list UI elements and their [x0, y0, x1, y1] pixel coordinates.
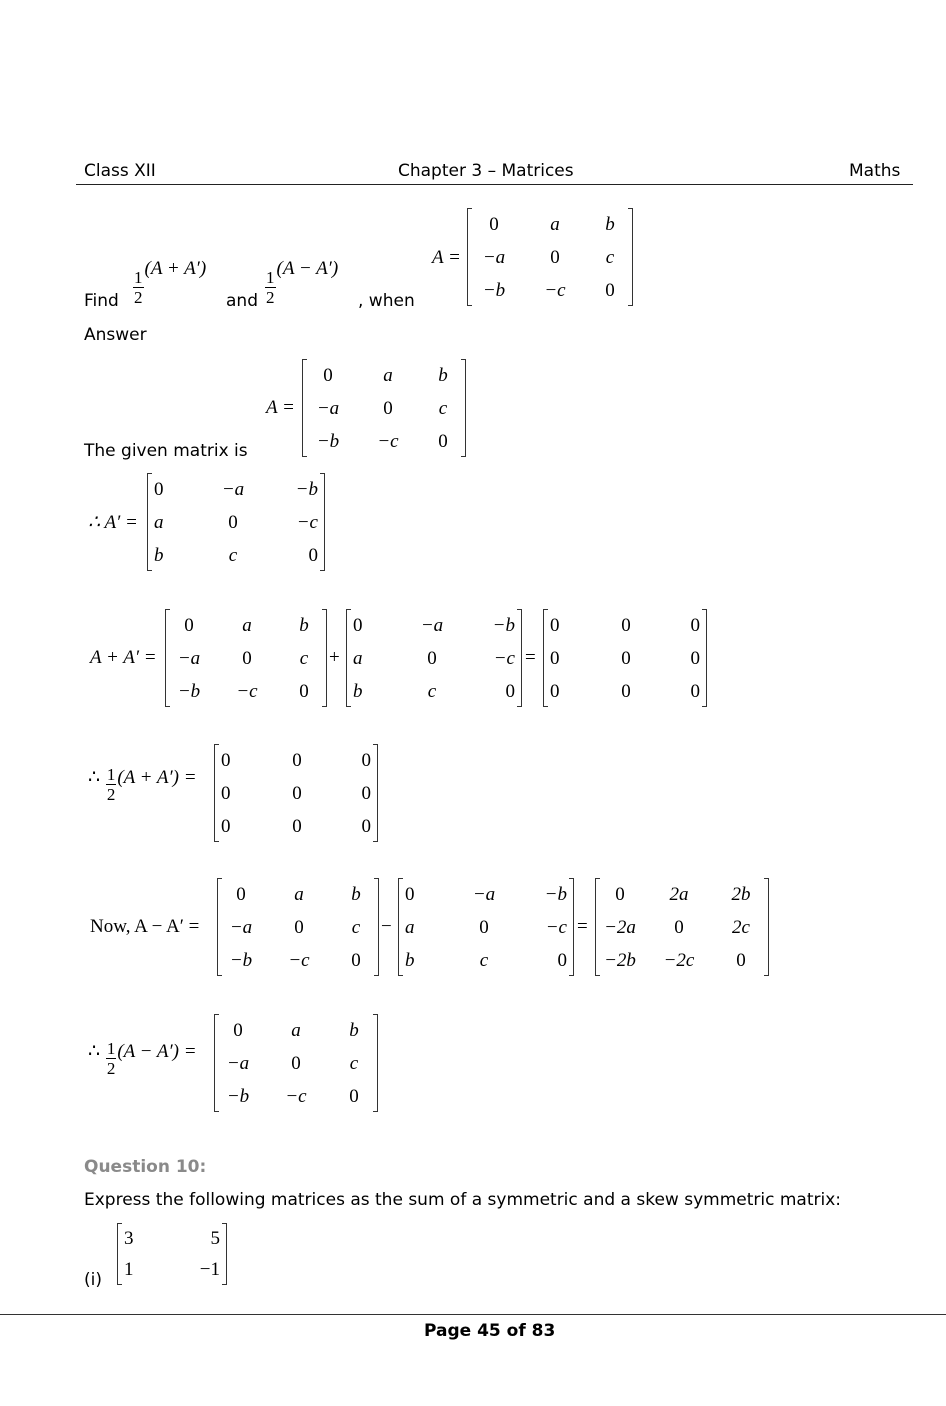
matrix-a — [467, 208, 633, 306]
expr-half-diff: $\frac{1}{2}$ (A − A′) — [266, 258, 339, 308]
matrix-cell: 0 — [228, 511, 238, 533]
sum-matrix-a — [165, 609, 327, 707]
matrix-cell: c — [299, 647, 309, 669]
matrix-cell: b — [351, 883, 361, 905]
matrix-row — [544, 642, 706, 675]
matrix-cell: a — [294, 883, 304, 905]
matrix-cell: −a — [177, 647, 201, 669]
matrix-row — [303, 392, 465, 425]
matrix-row — [215, 744, 377, 777]
matrix-row — [596, 878, 768, 911]
matrix-cell: −b — [295, 478, 318, 500]
sum-label: A + A′ = — [90, 647, 157, 668]
matrix-row — [215, 1047, 377, 1080]
matrix-cell: 0 — [621, 647, 631, 669]
matrix-row — [347, 642, 521, 675]
matrix-cell: 2b — [731, 883, 751, 905]
matrix-row — [468, 241, 632, 274]
matrix-cell: −a — [221, 478, 245, 500]
matrix-cell: −b — [229, 949, 253, 971]
fraction-half: $\frac{1}{2}$ — [266, 268, 275, 308]
matrix-row — [166, 642, 326, 675]
matrix-row — [468, 208, 632, 241]
matrix-cell: −2a — [604, 916, 636, 938]
diff-matrix-a — [217, 878, 379, 976]
matrix-cell: 0 — [383, 397, 393, 419]
matrix-cell: −a — [229, 916, 253, 938]
half-diff-expr: ∴ $\frac{1}{2}$ (A − A′) = — [88, 1039, 197, 1079]
fraction-half: $\frac{1}{2}$ — [106, 765, 116, 805]
transpose-label: ∴ A′ = — [88, 512, 138, 533]
matrix-row — [166, 609, 326, 642]
matrix-cell: −b — [316, 430, 340, 452]
matrix-cell: 0 — [292, 749, 302, 771]
matrix-cell: −2c — [663, 949, 695, 971]
matrix-cell: a — [242, 614, 252, 636]
matrix-row — [218, 911, 378, 944]
footer-rule — [0, 1314, 946, 1315]
matrix-cell: 0 — [489, 213, 499, 235]
matrix-cell: −c — [545, 916, 567, 938]
matrix-cell: c — [479, 949, 489, 971]
matrix-cell: −b — [482, 279, 506, 301]
answer-heading: Answer — [84, 325, 147, 345]
matrix-cell: −c — [377, 430, 399, 452]
matrix-row — [468, 274, 632, 307]
matrix-cell: 0 — [294, 916, 304, 938]
part-i-label: (i) — [84, 1270, 102, 1290]
matrix-row — [399, 911, 573, 944]
matrix-cell: 0 — [184, 614, 194, 636]
matrix-row — [303, 359, 465, 392]
matrix-cell: 0 — [674, 916, 684, 938]
matrix-cell: b — [438, 364, 448, 386]
matrix-cell: 0 — [427, 647, 437, 669]
matrix-cell: b — [353, 680, 363, 702]
matrix-row — [148, 473, 324, 506]
matrix-cell: 0 — [292, 815, 302, 837]
matrix-cell: −c — [288, 949, 310, 971]
header-class: Class XII — [84, 161, 156, 181]
and-label: and — [226, 291, 258, 311]
matrix-cell: 3 — [124, 1227, 134, 1249]
matrix-cell: 5 — [210, 1227, 220, 1249]
matrix-a-label: A = — [432, 247, 461, 268]
matrix-cell: 0 — [690, 647, 700, 669]
matrix-cell: −b — [226, 1085, 250, 1107]
minus-operator: − — [381, 916, 392, 937]
header-chapter: Chapter 3 – Matrices — [398, 161, 574, 181]
fraction-half: $\frac{1}{2}$ — [106, 1039, 116, 1079]
matrix-row — [347, 675, 521, 708]
question-10-title: Question 10: — [84, 1157, 207, 1177]
half-sum-expr: ∴ $\frac{1}{2}$ (A + A′) = — [88, 765, 197, 805]
equals-operator: = — [525, 647, 536, 668]
matrix-row — [544, 609, 706, 642]
matrix-cell: b — [299, 614, 309, 636]
matrix-cell: 0 — [242, 647, 252, 669]
matrix-cell: −a — [226, 1052, 250, 1074]
matrix-cell: c — [438, 397, 448, 419]
matrix-cell: 0 — [233, 1019, 243, 1041]
matrix-cell: 2c — [732, 916, 750, 938]
matrix-cell: 0 — [308, 544, 318, 566]
sum-matrix-a-transpose — [346, 609, 522, 707]
matrix-cell: a — [405, 916, 415, 938]
matrix-row — [399, 878, 573, 911]
matrix-row — [166, 675, 326, 708]
matrix-cell: 0 — [349, 1085, 359, 1107]
matrix-row — [215, 1080, 377, 1113]
matrix-cell: b — [405, 949, 415, 971]
matrix-row — [215, 777, 377, 810]
matrix-cell: −1 — [199, 1258, 220, 1280]
matrix-cell: −a — [420, 614, 444, 636]
given-matrix-label: A = — [266, 397, 295, 418]
diff-label: Now, A − A′ = — [90, 916, 200, 937]
matrix-cell: 0 — [621, 680, 631, 702]
matrix-cell: 0 — [361, 749, 371, 771]
question-10-matrix — [117, 1223, 227, 1285]
matrix-cell: c — [351, 916, 361, 938]
matrix-cell: 0 — [236, 883, 246, 905]
header-rule — [76, 184, 913, 185]
find-label: Find — [84, 291, 119, 311]
matrix-cell: 0 — [221, 815, 231, 837]
matrix-row — [218, 878, 378, 911]
matrix-row — [544, 675, 706, 708]
matrix-cell: 0 — [438, 430, 448, 452]
matrix-cell: 0 — [505, 680, 515, 702]
matrix-cell: 0 — [550, 246, 560, 268]
expr-half-sum: $\frac{1}{2}$ (A + A′) — [134, 258, 207, 308]
matrix-cell: −c — [544, 279, 566, 301]
matrix-cell: 0 — [550, 680, 560, 702]
matrix-row — [118, 1254, 226, 1285]
matrix-cell: a — [353, 647, 363, 669]
matrix-cell: 0 — [221, 749, 231, 771]
diff-result-matrix — [595, 878, 769, 976]
given-matrix — [302, 359, 466, 457]
matrix-cell: 0 — [550, 614, 560, 636]
header-subject: Maths — [849, 161, 901, 181]
sum-result-matrix — [543, 609, 707, 707]
matrix-cell: −b — [544, 883, 567, 905]
matrix-cell: 0 — [221, 782, 231, 804]
matrix-cell: 0 — [291, 1052, 301, 1074]
matrix-cell: 0 — [479, 916, 489, 938]
matrix-cell: 0 — [361, 782, 371, 804]
matrix-row — [596, 911, 768, 944]
matrix-cell: 0 — [690, 680, 700, 702]
equals-operator: = — [577, 916, 588, 937]
page-number: Page 45 of 83 — [424, 1321, 556, 1341]
matrix-row — [218, 944, 378, 977]
matrix-cell: 0 — [615, 883, 625, 905]
matrix-cell: a — [383, 364, 393, 386]
matrix-cell: 0 — [154, 478, 164, 500]
matrix-cell: 0 — [405, 883, 415, 905]
transpose-matrix — [147, 473, 325, 571]
matrix-cell: a — [550, 213, 560, 235]
matrix-cell: c — [605, 246, 615, 268]
when-label: , when — [358, 291, 415, 311]
diff-matrix-a-transpose — [398, 878, 574, 976]
matrix-cell: c — [349, 1052, 359, 1074]
matrix-cell: −c — [236, 680, 258, 702]
matrix-cell: −a — [472, 883, 496, 905]
matrix-row — [148, 539, 324, 572]
matrix-cell: 0 — [353, 614, 363, 636]
fraction-half: $\frac{1}{2}$ — [134, 268, 143, 308]
matrix-cell: b — [605, 213, 615, 235]
matrix-row — [148, 506, 324, 539]
matrix-row — [215, 810, 377, 843]
matrix-cell: 0 — [605, 279, 615, 301]
matrix-cell: 0 — [690, 614, 700, 636]
matrix-cell: −a — [316, 397, 340, 419]
matrix-cell: 0 — [736, 949, 746, 971]
matrix-cell: 0 — [292, 782, 302, 804]
matrix-row — [215, 1014, 377, 1047]
matrix-cell: 0 — [299, 680, 309, 702]
matrix-cell: c — [228, 544, 238, 566]
matrix-cell: 0 — [351, 949, 361, 971]
matrix-row — [303, 425, 465, 458]
matrix-cell: −b — [177, 680, 201, 702]
matrix-cell: −2b — [604, 949, 636, 971]
matrix-cell: −c — [296, 511, 318, 533]
matrix-cell: 2a — [669, 883, 689, 905]
matrix-cell: a — [154, 511, 164, 533]
matrix-cell: −a — [482, 246, 506, 268]
matrix-cell: c — [427, 680, 437, 702]
matrix-cell: b — [349, 1019, 359, 1041]
matrix-cell: 0 — [323, 364, 333, 386]
matrix-cell: −b — [492, 614, 515, 636]
matrix-cell: a — [291, 1019, 301, 1041]
matrix-cell: 0 — [621, 614, 631, 636]
matrix-cell: 0 — [361, 815, 371, 837]
matrix-cell: −c — [493, 647, 515, 669]
given-text: The given matrix is — [84, 441, 248, 461]
matrix-cell: −c — [285, 1085, 307, 1107]
matrix-row — [118, 1223, 226, 1254]
half-sum-result-matrix — [214, 744, 378, 842]
matrix-row — [347, 609, 521, 642]
plus-operator: + — [329, 647, 340, 668]
matrix-row — [399, 944, 573, 977]
half-diff-result-matrix — [214, 1014, 378, 1112]
matrix-cell: 1 — [124, 1258, 134, 1280]
matrix-cell: 0 — [550, 647, 560, 669]
matrix-cell: 0 — [557, 949, 567, 971]
matrix-row — [596, 944, 768, 977]
question-10-text: Express the following matrices as the sum of a symmetric and a skew symmetric matrix: — [84, 1190, 841, 1210]
matrix-cell: b — [154, 544, 164, 566]
